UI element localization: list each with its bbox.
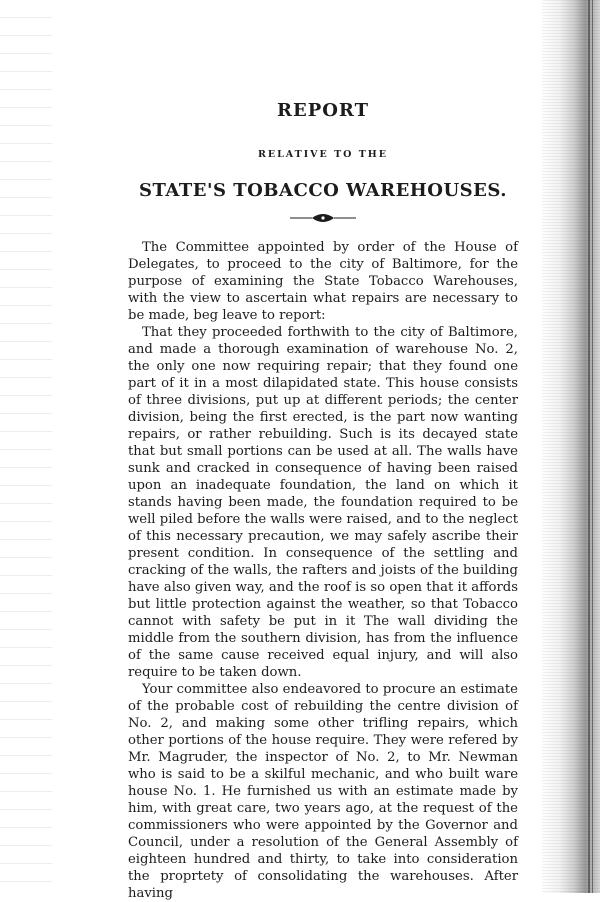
paragraph-findings: That they proceeded forthwith to the city of Baltimore, and made a thorough examination of warehouse No. 2, the only one now requiring repair; that they found one part of it in a most dilapidated state. This house consists of three divisions, put up at different periods; the center division, being the first erected, is the part now wanting repairs, or rather rebuilding. Such is its decayed state that but small portions can be used at all. The walls have sunk and cracked in consequence of having been raised upon an inadequate foundation, the land on which it stands having been made, the foundation required to be well piled before the walls were raised, and to the neglect of this necessary precaution, we may safely ascribe their present condition. In consequence of the settling and cracking of the walls, the rafters and joists of the building have also given way, and the roof is so open that it affords but little protection against the weather, so that Tobacco cannot with safety be put in it The wall dividing the middle from the southern division, has from the influence of the same cause received equal injury, and will also require to be taken down. xyxy=(128,325,518,680)
report-title: REPORT xyxy=(277,100,369,121)
ornament-icon xyxy=(288,211,358,225)
report-heading: STATE'S TOBACCO WAREHOUSES. xyxy=(138,180,508,201)
report-subtitle: RELATIVE TO THE xyxy=(257,149,389,160)
document-page xyxy=(128,100,518,902)
scan-left-margin xyxy=(0,0,52,893)
scan-binding-edge xyxy=(542,0,600,893)
binding-rule xyxy=(592,0,593,893)
binding-rule xyxy=(588,0,590,893)
paragraph-intro: The Committee appointed by order of the House of Delegates, to proceed to the city of Baltimore, for the purpose of examining the State Tobacco Warehouses, with the view to ascertain what repairs are necessary to be made, beg leave to report: xyxy=(128,240,518,323)
paragraph-estimate: Your committee also endeavored to procure an estimate of the probable cost of rebuilding the centre division of No. 2, and making some other trifling repairs, which other portions of the house require. They were refered by Mr. Magruder, the inspector of No. 2, to Mr. Newman who is said to be a skilful mechanic, and who built ware house No. 1. He furnished us with an estimate made by him, with great care, two years ago, at the request of the commissioners who were appointed by the Governor and Council, under a resolution of the General Assembly of eighteen hundred and thirty, to take into consideration the proprtety of consolidating the warehouses. After having xyxy=(128,682,518,901)
report-body xyxy=(128,239,518,902)
